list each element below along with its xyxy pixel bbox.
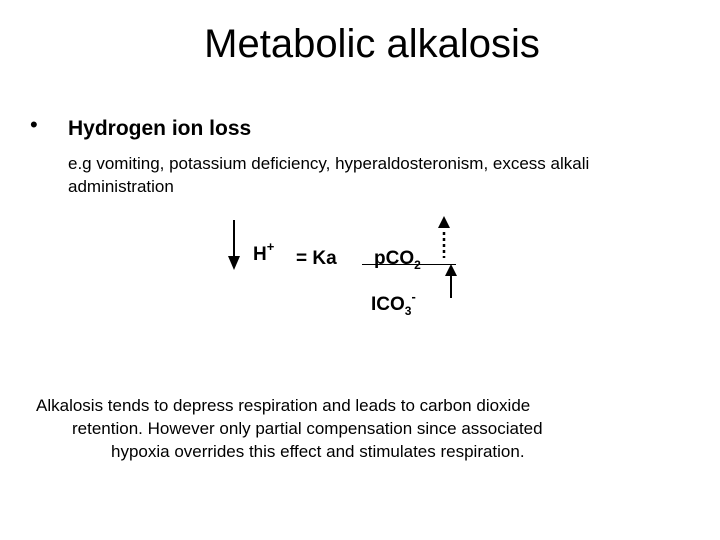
numerator-text: pCO bbox=[374, 248, 415, 269]
numerator-subscript: 2 bbox=[414, 258, 421, 272]
footer-text bbox=[36, 394, 646, 463]
denominator-subscript: 3 bbox=[404, 304, 412, 318]
h-charge: + bbox=[266, 239, 275, 254]
dotted-up-arrow-icon bbox=[438, 216, 450, 258]
denominator bbox=[371, 289, 416, 318]
down-arrow-icon bbox=[228, 220, 240, 270]
numerator bbox=[374, 248, 421, 271]
bullet-icon: • bbox=[30, 112, 38, 137]
examples-text: e.g vomiting, potassium deficiency, hyperaldosteronism, excess alkali administration bbox=[68, 154, 590, 196]
bullet-heading: Hydrogen ion loss bbox=[68, 117, 252, 140]
denominator-text: ICO bbox=[371, 294, 405, 315]
equals-ka: = Ka bbox=[296, 248, 337, 269]
footer-line-3: hypoxia overrides this effect and stimulates respiration. bbox=[111, 442, 525, 461]
footer-line-1: Alkalosis tends to depress respiration and leads to carbon dioxide bbox=[36, 396, 531, 415]
fraction-bar bbox=[362, 264, 456, 265]
footer-line-2: retention. However only partial compensation since associated bbox=[72, 419, 543, 438]
h-symbol: H bbox=[253, 244, 267, 265]
equation-lhs bbox=[253, 239, 275, 267]
up-arrow-icon bbox=[445, 264, 457, 298]
denominator-charge: - bbox=[411, 289, 416, 304]
slide-title: Metabolic alkalosis bbox=[204, 22, 540, 66]
